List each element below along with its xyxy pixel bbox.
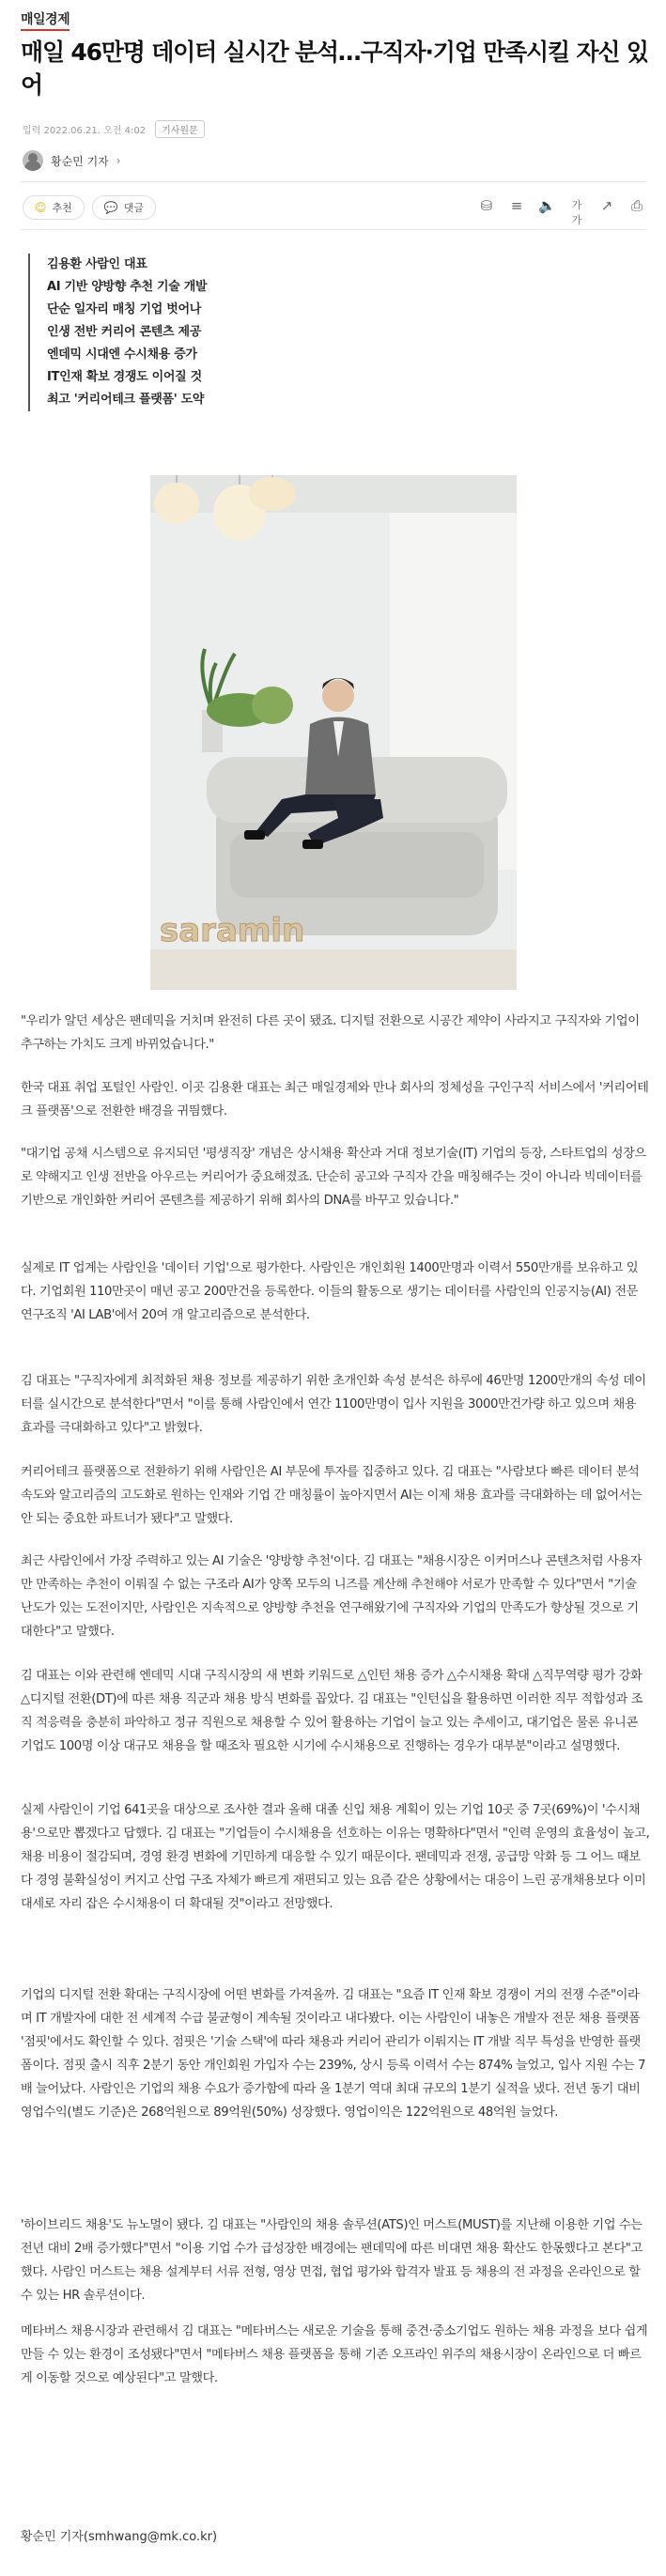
comment-icon: 💬 [103,201,118,214]
body-paragraph: '하이브리드 채용'도 뉴노멀이 됐다. 김 대표는 "사람인의 채용 솔루션(ATS)인 머스트(MUST)를 지난해 이용한 기업 수는 전년 대비 2배 증가했다"면서 "이용 기업 수가 급성장한 배경에는 팬데믹에 따른 비대면 채용 확산도 한몫했다고 본다"고 했다. 사람인 머스트는 채용 설계부터 서류 전형, 영상 면접, 협업 평가와 합격자 발표 등 채용의 전 과정을 온라인으로 할 수 있는 HR 솔루션이다. [21,2218,643,2303]
share-icon[interactable]: ↗ [600,197,613,214]
action-divider [21,229,646,230]
input-time: 입력 2022.06.21. 오전 4:02 [23,126,147,136]
photo-sign-text: saramin [160,912,305,949]
body-paragraph: 김 대표는 이와 관련해 엔데믹 시대 구직시장의 새 변화 키워드로 △인턴 채용 증가 △수시채용 확대 △직무역량 평가 강화 △디지털 전환(DT)에 따른 채용 직군과 채용 방식 변화를 꼽았다. 김 대표는 "인턴십을 활용하면 이러한 직무 적합성과 조직 적응력을 충분히 파악하고 정규 직원으로 채용할 수 있어 활용하는 기업이 늘고 있는 추세이고, 대기업은 물론 유니콘 기업도 100명 이상 대규모 채용을 할 때조차 필요한 시기에 수시채용으로 진행하는 경우가 대부분"이라고 설명했다. [21,1669,643,1753]
summary-line: 인생 전반 커리어 콘텐츠 제공 [47,325,201,339]
chevron-right-icon: › [116,154,121,167]
summary-line: 최고 '커리어테크 플랫폼' 도약 [47,393,205,407]
article-summary [28,254,207,411]
reporter-avatar [23,150,43,171]
body-paragraph: 커리어테크 플랫폼으로 전환하기 위해 사람인은 AI 부문에 투자를 집중하고 있다. 김 대표는 "사람보다 빠른 데이터 분석 속도와 알고리즘의 고도화로 원하는 인재와 기업 간 매칭률이 높아지면서 AI는 이제 채용 효과를 극대화하는 데 없어서는 안 되는 중요한 파트너가 됐다"고 말했다. [21,1465,643,1526]
summary-line: 김용환 사람인 대표 [47,257,147,271]
summary-line: 단순 일자리 매칭 기업 벗어나 [47,302,201,316]
tool-bar [478,197,645,227]
photo-illustration [150,475,517,990]
summary-line: AI 기반 양방향 추천 기술 개발 [47,280,208,294]
reporter-byline: 황순민 기자(smhwang@mk.co.kr) [21,2530,218,2544]
summary-line: IT인재 확보 경쟁도 이어질 것 [47,370,202,384]
comment-button[interactable] [92,195,156,220]
reporter-info[interactable] [23,150,121,171]
print-icon[interactable]: ⎙ [630,197,643,214]
reporter-name[interactable]: 황순민 기자 [51,154,109,168]
article-meta [23,120,205,138]
summary-line: 엔데믹 시대엔 수시채용 증가 [47,347,197,362]
recommend-button[interactable] [23,195,85,220]
summary-icon[interactable]: ≡ [510,197,523,214]
header-divider [21,181,646,182]
article-photo[interactable] [150,475,517,990]
audio-icon[interactable]: 🔈 [538,197,556,214]
article-title: 매일 46만명 데이터 실시간 분석…구직자·기업 만족시킬 자신 있어 [21,39,648,99]
body-paragraph: 한국 대표 취업 포털인 사람인. 이곳 김용환 대표는 최근 매일경제와 만나 회사의 정체성을 구인구직 서비스에서 '커리어테크 플랫폼'으로 전환한 배경을 귀띔했다. [21,1081,649,1118]
body-paragraph: "우리가 알던 세상은 팬데믹을 거치며 완전히 다른 곳이 됐죠. 디지털 전환으로 시공간 제약이 사라지고 구직자와 기업이 추구하는 가치도 크게 바뀌었습니다." [21,1014,640,1052]
comment-label: 댓글 [123,202,144,214]
subscribe-icon[interactable]: ⛁ [480,197,493,214]
body-paragraph: 메타버스 채용시장과 관련해서 김 대표는 "메타버스는 새로운 기술을 통해 중견·중소기업도 원하는 채용 과정을 보다 쉽게 만들 수 있는 환경이 조성됐다"면서 "메타버스 채용 플랫폼을 통해 기존 오프라인 위주의 채용시장이 온라인으로 더 빠르게 이동할 것으로 예상된다"고 말했다. [21,2324,648,2385]
smile-icon: ☺ [35,201,47,214]
body-paragraph: 기업의 디지털 전환 확대는 구직시장에 어떤 변화를 가져올까. 김 대표는 "요즘 IT 인재 확보 경쟁이 거의 전쟁 수준"이라며 IT 개발자에 대한 전 세계적 수급 불균형이 계속될 것이라고 내다봤다. 이는 사람인이 내놓은 개발자 전문 채용 플랫폼 '점핏'에서도 확인할 수 있다. 점핏은 '기술 스택'에 따라 채용과 커리어 관리가 이뤄지는 IT 개발 직무 특성을 반영한 플랫폼이다. 점핏 출시 직후 2분기 동안 개인회원 가입자 수는 239%, 상시 등록 이력서 수는 874% 늘었고, 입사 지원 수는 7배 늘어났다. 사람인은 기업의 채용 수요가 증가함에 따라 올 1분기 역대 최대 규모의 1분기 실적을 냈다. 전년 동기 대비 영업수익(별도 기준)은 268억원으로 89억원(50%) 성장했다. 영업이익은 122억원으로 48억원 늘었다. [21,1988,646,2120]
site-logo[interactable]: 매일경제 [21,9,70,31]
body-paragraph: 실제로 IT 업계는 사람인을 '데이터 기업'으로 평가한다. 사람인은 개인회원 1400만명과 이력서 550만개를 보유하고 있다. 기업회원 110만곳이 매년 공고 200만건을 등록한다. 이들의 활동으로 생기는 데이터를 사람인의 인공지능(AI) 전문 연구조직 'AI LAB'에서 20여 개 알고리즘으로 분석한다. [21,1261,639,1322]
reaction-bar [23,195,156,220]
body-paragraph: 김 대표는 "구직자에게 최적화된 채용 정보를 제공하기 위한 초개인화 속성 분석은 하루에 46만명 1200만개의 속성 데이터를 실시간으로 분석한다"면서 "이를 통해 사람인에서 연간 1100만명이 입사 지원을 3000만건가량 하고 있으며 채용 효과를 극대화하고 있다"고 밝혔다. [21,1374,646,1435]
recommend-label: 추천 [52,202,72,214]
body-paragraph: 실제 사람인이 기업 641곳을 대상으로 조사한 결과 올해 대졸 신입 채용 계획이 있는 기업 10곳 중 7곳(69%)이 '수시채용'으로만 뽑겠다고 답했다. 김 대표는 "기업들이 수시채용을 선호하는 이유는 명확하다"면서 "인력 운영의 효율성이 높고, 채용 비용이 절감되며, 경영 환경 변화에 기민하게 대응할 수 있기 때문이다. 팬데믹과 전쟁, 공급망 악화 등 그 어느 때보다 경영 불확실성이 커지고 산업 구조 자체가 빠르게 재편되고 있는 요즘 같은 상황에서는 대응이 느린 공개채용보다 이미 대세로 자리 잡은 수시채용이 더 확대될 것"이라고 전망했다. [21,1803,650,1911]
body-paragraph: 최근 사람인에서 가장 주력하고 있는 AI 기술은 '양방향 추천'이다. 김 대표는 "채용시장은 이커머스나 콘텐츠처럼 사용자만 만족하는 추천이 이뤄질 수 없는 구조라 AI가 양쪽 모두의 니즈를 계산해 추천해야 서로가 만족할 수 있다"면서 "기술 난도가 있는 도전이지만, 사람인은 지속적으로 양방향 추천을 연구해왔기에 구직자와 기업의 만족도가 향상될 것으로 기대한다"고 말했다. [21,1554,643,1639]
original-article-button[interactable]: 기사원문 [155,120,205,138]
body-paragraph: "대기업 공채 시스템으로 유지되던 '평생직장' 개념은 상시채용 확산과 거대 정보기술(IT) 기업의 등장, 스타트업의 성장으로 약해지고 인생 전반을 아우르는 커리어가 중요해졌죠. 단순히 공고와 구직자 간을 매칭해주는 것이 아니라 빅데이터를 기반으로 개인화한 커리어 콘텐츠를 제공하기 위해 회사의 DNA를 바꾸고 있습니다." [21,1147,646,1208]
text-size-icon[interactable]: 가가 [571,199,582,226]
